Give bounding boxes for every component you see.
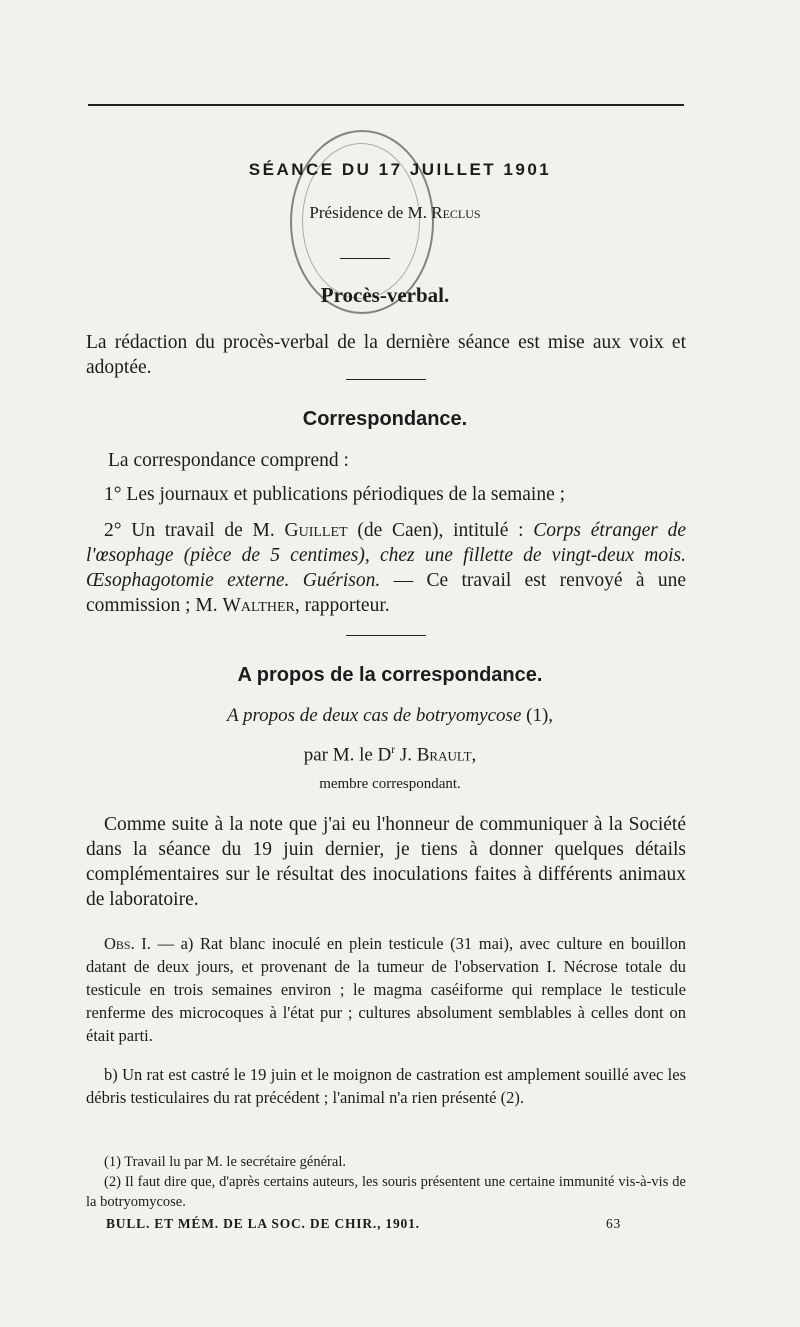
item2-start: 2° Un travail de M.: [104, 520, 275, 541]
divider-apropos: [346, 635, 426, 636]
obs-a-text: — a) Rat blanc inoculé en plein testicule (31 mai), avec culture en bouillon datant de deux jours, et provenant de la tumeur de l'observation I. Nécrose totale du testicule en trois semaines environ ; le magma caséiforme qui remplace le testicule renferme des microcoques à l'état pur ; cultures absolument semblables à celles dont on était parti.: [86, 934, 686, 1045]
top-rule: [88, 104, 684, 106]
author-prefix-sup: r: [391, 744, 396, 756]
author-name: Brault,: [416, 744, 477, 766]
author-initial: J.: [399, 744, 412, 766]
item2-end: — Ce travail est renvoyé à une commission ; M.: [86, 570, 686, 616]
body-paragraph: Comme suite à la note que j'ai eu l'honneur de communiquer à la Société dans la séance du 19 juin dernier, je tiens à donner quelques détails complémentaires sur le résultat des inoculations faites à différents animaux de laboratoire.: [86, 814, 686, 910]
item2-rapporteur: Walther: [222, 595, 295, 616]
presidence-prefix: Présidence de M.: [309, 203, 427, 222]
page-number: 63: [606, 1216, 622, 1231]
author-role: membre correspondant.: [319, 776, 461, 792]
correspondance-item-2: [86, 518, 686, 618]
divider-correspondance: [346, 379, 426, 380]
item2-tail: , rapporteur.: [294, 595, 390, 616]
observation-a: [86, 932, 686, 1047]
apropos-subtitle: A propos de deux cas de botryomycose: [226, 705, 522, 726]
footnote-2: (2) Il faut dire que, d'après certains auteurs, les souris présentent une certaine immunité vis-à-vis de la botryomycose.: [86, 1174, 686, 1210]
divider-presidence: [340, 258, 390, 259]
journal-footer: BULL. ET MÉM. DE LA SOC. DE CHIR., 1901.: [106, 1216, 420, 1231]
proces-verbal-text: La rédaction du procès-verbal de la dernière séance est mise aux voix et adoptée.: [86, 332, 686, 378]
president-name: Reclus: [431, 203, 481, 222]
presidence-line: [0, 203, 790, 223]
apropos-heading: A propos de la correspondance.: [237, 664, 543, 686]
item2-author: Guillet: [284, 520, 348, 541]
correspondance-intro: La correspondance comprend :: [108, 450, 349, 471]
item2-mid: (de Caen), intitulé :: [357, 520, 524, 541]
seance-title: SÉANCE DU 17 JUILLET 1901: [248, 160, 552, 179]
author-prefix: par M. le D: [303, 744, 392, 766]
correspondance-item-1: 1° Les journaux et publications périodiques de la semaine ;: [104, 484, 566, 505]
observation-b: b) Un rat est castré le 19 juin et le moignon de castration est amplement souillé avec les débris testiculaires du rat précédent ; l'animal n'a rien présenté (2).: [86, 1065, 686, 1107]
item2-title: Corps étranger de l'œsophage (pièce de 5 centimes), chez une fillette de vingt-deux mois. Œsophagotomie externe. Guérison.: [86, 520, 687, 591]
footnote-1: (1) Travail lu par M. le secrétaire général.: [104, 1154, 346, 1170]
apropos-subtitle-ref: (1),: [526, 705, 554, 726]
author-line: [0, 744, 780, 766]
apropos-subtitle-line: [0, 705, 780, 727]
correspondance-heading: Correspondance.: [302, 408, 468, 430]
obs-label: Obs. I.: [104, 934, 151, 953]
proces-verbal-heading: Procès-verbal.: [320, 283, 450, 307]
